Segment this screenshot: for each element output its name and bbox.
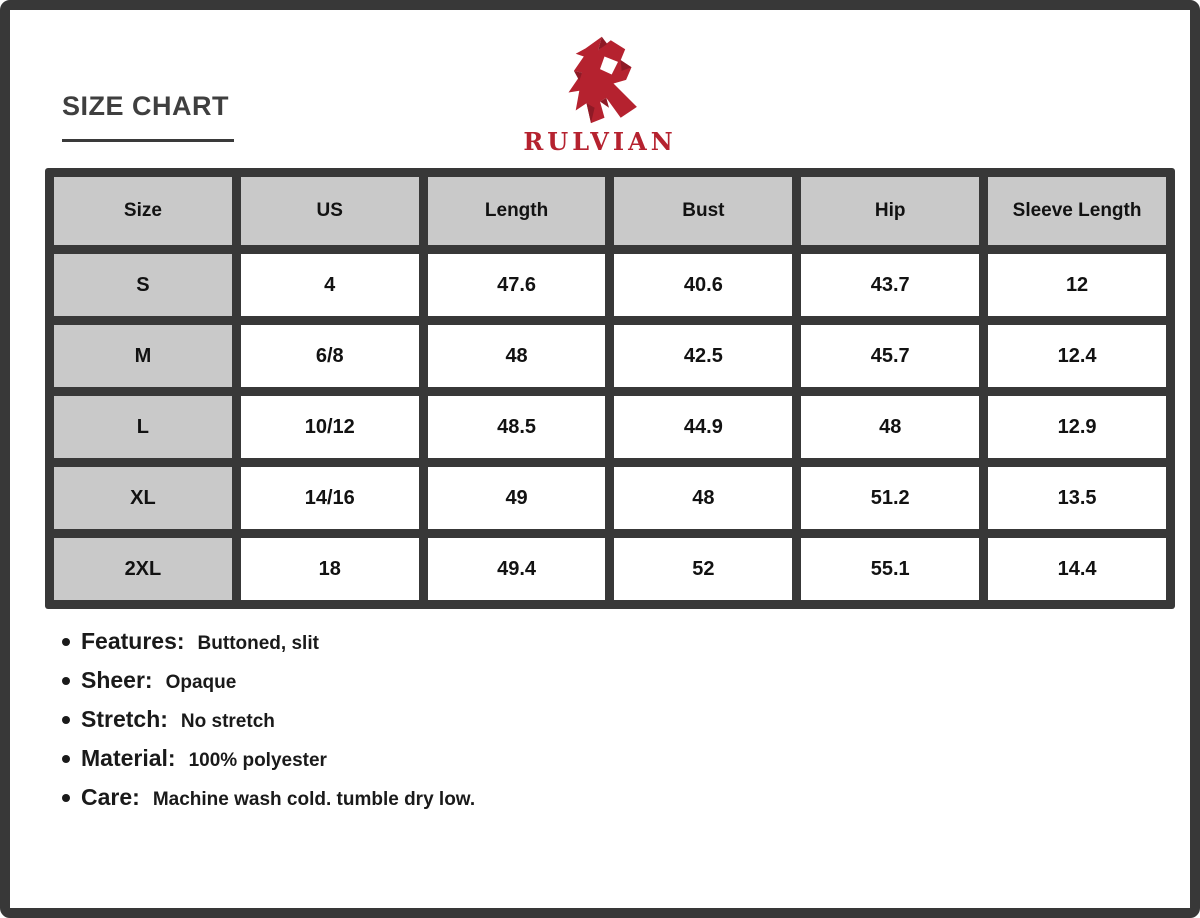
column-header: Size: [54, 177, 232, 245]
column-header: Sleeve Length: [988, 177, 1166, 245]
detail-label: Features:: [81, 628, 185, 654]
data-cell: 42.5: [614, 325, 792, 387]
detail-value: No stretch: [180, 711, 275, 732]
detail-label: Material:: [81, 745, 176, 771]
detail-item: [62, 784, 475, 811]
table-body: [54, 254, 1166, 600]
details-list: [62, 628, 475, 823]
data-cell: 48.5: [428, 396, 606, 458]
data-cell: 52: [614, 538, 792, 600]
brand-logo: [10, 34, 1190, 156]
data-cell: 6/8: [241, 325, 419, 387]
detail-value: 100% polyester: [188, 750, 327, 771]
table-row: [54, 538, 1166, 600]
data-cell: 49.4: [428, 538, 606, 600]
data-cell: 14/16: [241, 467, 419, 529]
row-size-cell: XL: [54, 467, 232, 529]
data-cell: 12.4: [988, 325, 1166, 387]
data-cell: 18: [241, 538, 419, 600]
detail-value: Opaque: [165, 672, 237, 693]
detail-value: Buttoned, slit: [197, 633, 319, 654]
detail-item: [62, 706, 475, 733]
data-cell: 12.9: [988, 396, 1166, 458]
column-header: Hip: [801, 177, 979, 245]
brand-name: RULVIAN: [523, 127, 677, 156]
row-size-cell: 2XL: [54, 538, 232, 600]
column-header: Bust: [614, 177, 792, 245]
detail-label: Care:: [81, 784, 140, 810]
table-row: [54, 254, 1166, 316]
detail-label: Sheer:: [81, 667, 153, 693]
table-row: [54, 325, 1166, 387]
data-cell: 51.2: [801, 467, 979, 529]
page-title: SIZE CHART: [62, 91, 229, 121]
data-cell: 45.7: [801, 325, 979, 387]
data-cell: 55.1: [801, 538, 979, 600]
data-cell: 48: [428, 325, 606, 387]
detail-value: Machine wash cold. tumble dry low.: [152, 789, 476, 810]
detail-item: [62, 745, 475, 772]
size-table: [45, 168, 1175, 609]
row-size-cell: L: [54, 396, 232, 458]
table-row: [54, 467, 1166, 529]
data-cell: 13.5: [988, 467, 1166, 529]
angular-r-logo-icon: [553, 34, 647, 124]
data-cell: 49: [428, 467, 606, 529]
bullet-dot-icon: [62, 716, 70, 724]
header-row: [54, 177, 1166, 245]
row-size-cell: M: [54, 325, 232, 387]
detail-item: [62, 628, 475, 655]
bullet-dot-icon: [62, 677, 70, 685]
table-row: [54, 396, 1166, 458]
detail-label: Stretch:: [81, 706, 168, 732]
data-cell: 12: [988, 254, 1166, 316]
column-header: US: [241, 177, 419, 245]
data-cell: 10/12: [241, 396, 419, 458]
bullet-dot-icon: [62, 638, 70, 646]
data-cell: 48: [801, 396, 979, 458]
row-size-cell: S: [54, 254, 232, 316]
data-cell: 14.4: [988, 538, 1166, 600]
table-head: [54, 177, 1166, 245]
data-cell: 48: [614, 467, 792, 529]
data-cell: 40.6: [614, 254, 792, 316]
column-header: Length: [428, 177, 606, 245]
data-cell: 44.9: [614, 396, 792, 458]
data-cell: 43.7: [801, 254, 979, 316]
data-cell: 4: [241, 254, 419, 316]
data-cell: 47.6: [428, 254, 606, 316]
bullet-dot-icon: [62, 794, 70, 802]
bullet-dot-icon: [62, 755, 70, 763]
detail-item: [62, 667, 475, 694]
